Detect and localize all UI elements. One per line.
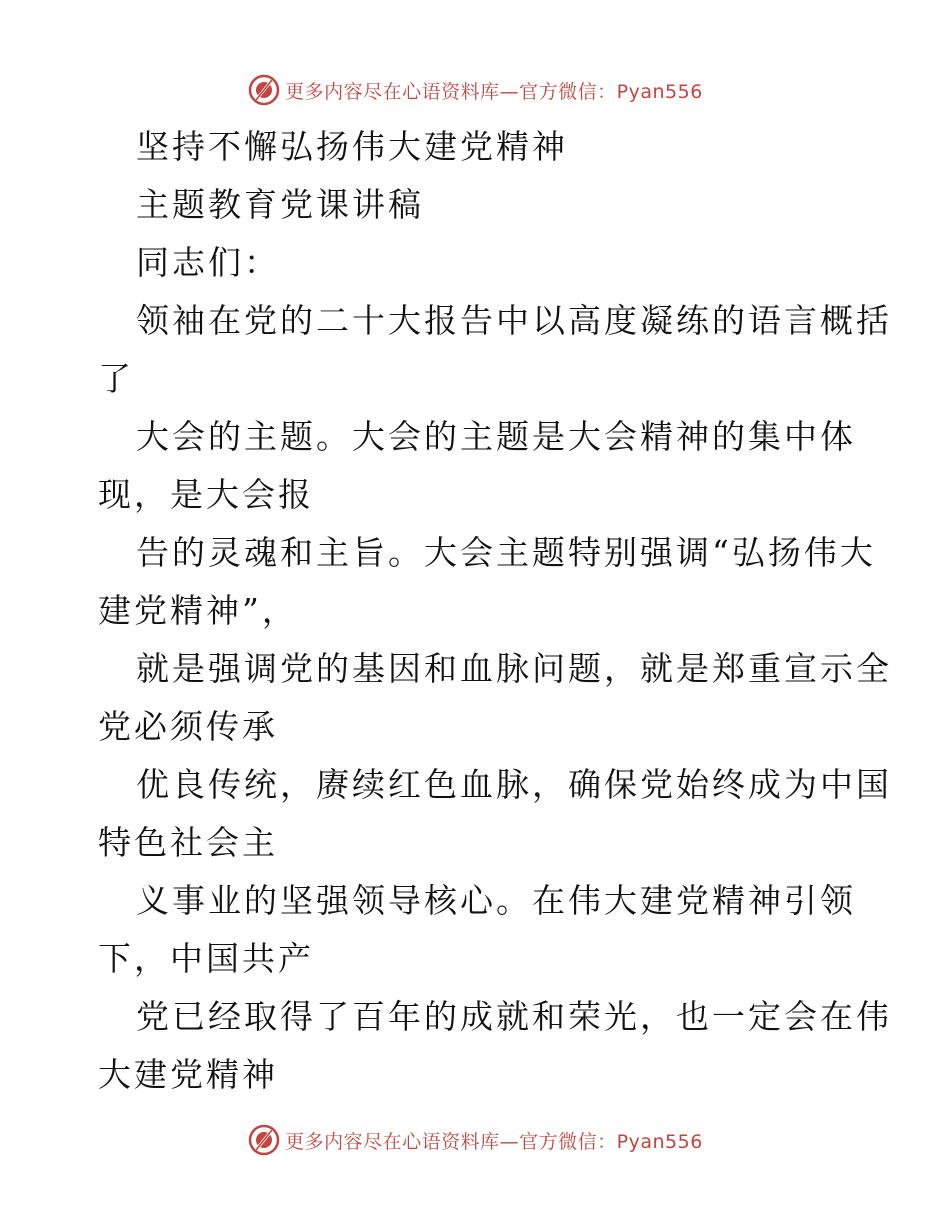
- paragraph-line: 党已经取得了百年的成就和荣光，也一定会在伟: [136, 997, 892, 1036]
- paragraph-line: 就是强调党的基因和血脉问题，就是郑重宣示全: [136, 649, 892, 688]
- paragraph-line: 现，是大会报: [98, 475, 314, 514]
- paragraph-line: 大会的主题。大会的主题是大会精神的集中体: [136, 417, 856, 456]
- document-title: 坚持不懈弘扬伟大建党精神: [136, 127, 568, 166]
- footer-banner-text: 更多内容尽在心语资料库—官方微信：Pyan556: [285, 1130, 703, 1153]
- red-seal-logo-icon: [247, 1123, 281, 1157]
- paragraph-line: 党必须传承: [98, 707, 278, 746]
- header-banner: [0, 72, 950, 108]
- document-subtitle: 主题教育党课讲稿: [136, 185, 424, 224]
- paragraph-line: 告的灵魂和主旨。大会主题特别强调“弘扬伟大: [136, 533, 876, 572]
- paragraph-line: 下，中国共产: [98, 939, 314, 978]
- salutation: 同志们：: [136, 243, 280, 282]
- red-seal-logo-icon: [247, 73, 281, 107]
- paragraph-line: 义事业的坚强领导核心。在伟大建党精神引领: [136, 881, 856, 920]
- paragraph-line: 领袖在党的二十大报告中以高度凝练的语言概括: [136, 301, 892, 340]
- paragraph-line: 建党精神”，: [98, 591, 298, 630]
- paragraph-line: 大建党精神: [98, 1055, 278, 1094]
- paragraph-line: 优良传统，赓续红色血脉，确保党始终成为中国: [136, 765, 892, 804]
- paragraph-line: 了: [98, 359, 134, 398]
- header-banner-text: 更多内容尽在心语资料库—官方微信：Pyan556: [285, 80, 703, 103]
- paragraph-line: 特色社会主: [98, 823, 278, 862]
- document-body: [98, 118, 892, 1104]
- footer-banner: [0, 1122, 950, 1158]
